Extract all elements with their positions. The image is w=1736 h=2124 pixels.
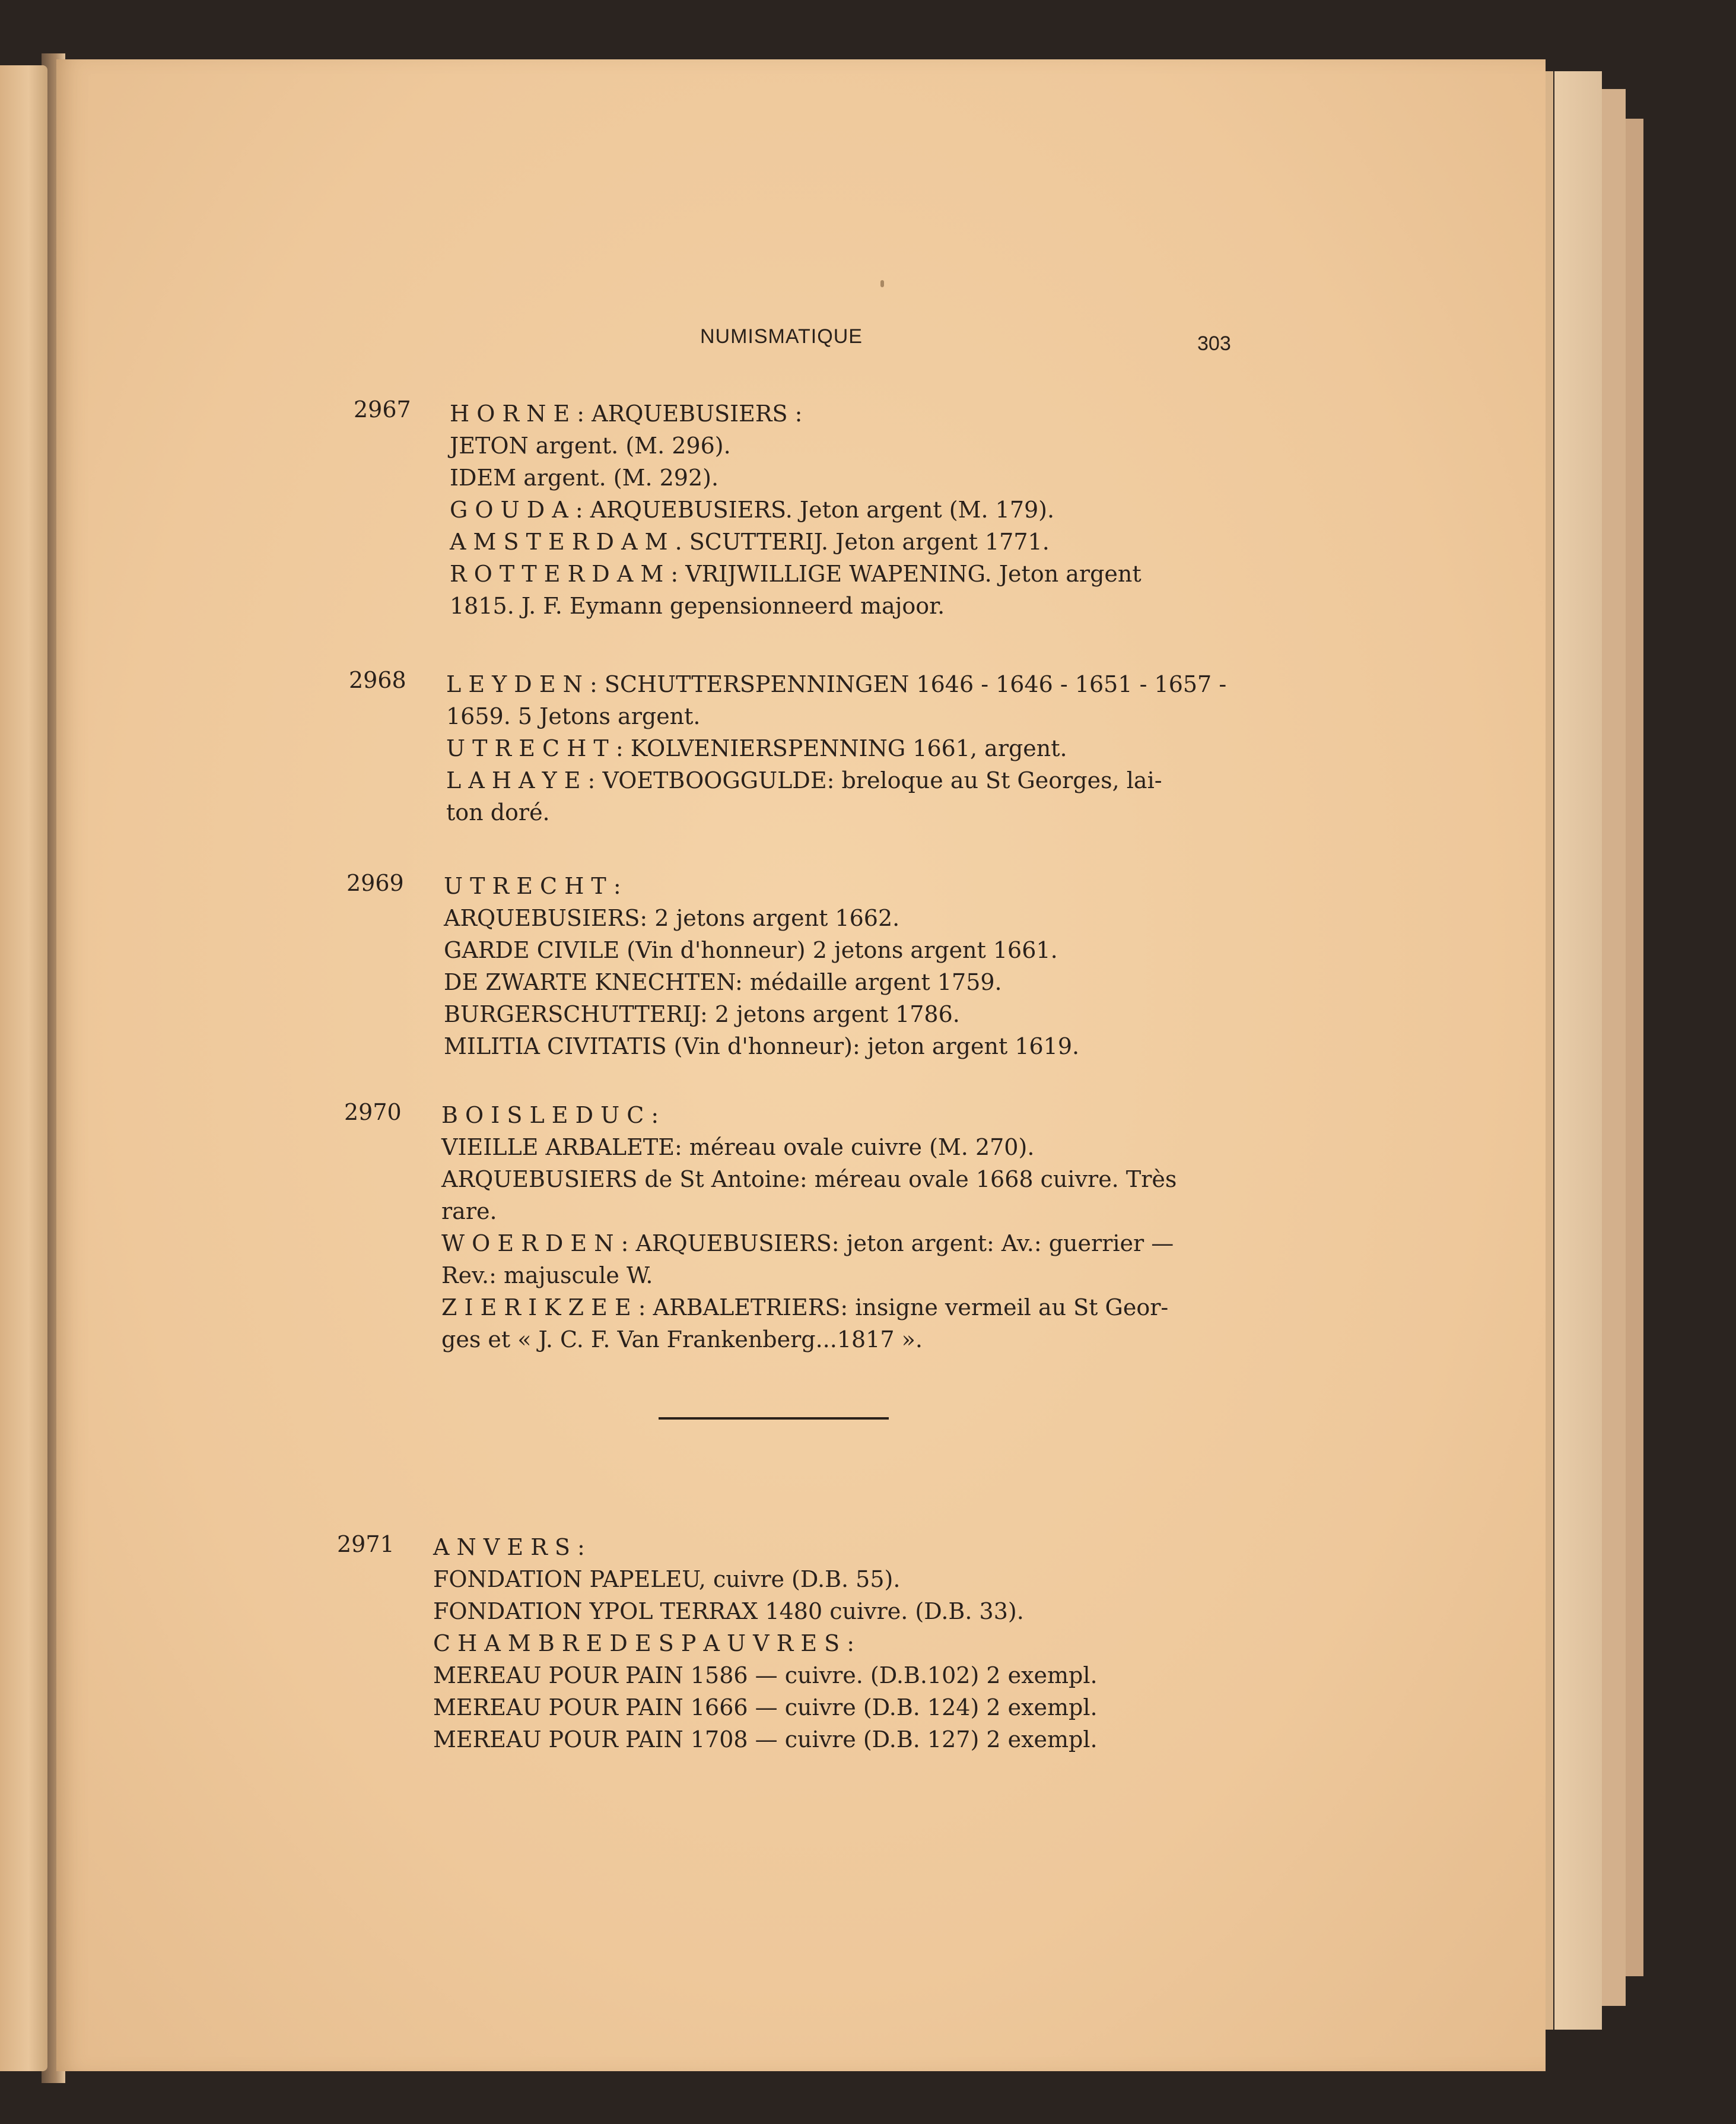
lot-line: 1815. J. F. Eymann gepensionneerd majoor. <box>450 593 945 619</box>
lot-line: L A H A Y E : VOETBOOGGULDE: breloque au St Georges, lai- <box>446 767 1162 793</box>
lot-entry <box>441 1099 1177 1355</box>
lot-line: FONDATION PAPELEU, cuivre (D.B. 55). <box>433 1566 901 1592</box>
lot-line: DE ZWARTE KNECHTEN: médaille argent 1759. <box>444 969 1002 995</box>
lot-line: MEREAU POUR PAIN 1666 — cuivre (D.B. 124) 2 exempl. <box>433 1694 1098 1720</box>
lot-line: VIEILLE ARBALETE: méreau ovale cuivre (M. 270). <box>441 1134 1035 1160</box>
lot-line: Rev.: majuscule W. <box>441 1262 653 1288</box>
lot-line: ton doré. <box>446 799 550 826</box>
cover-edge <box>1626 119 1643 1976</box>
lot-number: 2967 <box>354 396 411 423</box>
page-edge <box>1554 71 1602 2030</box>
lot-entry <box>446 668 1226 828</box>
lot-entry <box>444 870 1079 1062</box>
lot-line: 1659. 5 Jetons argent. <box>446 703 701 729</box>
lot-line: A M S T E R D A M . SCUTTERIJ. Jeton argent 1771. <box>450 529 1050 555</box>
lot-number: 2970 <box>344 1099 402 1125</box>
lot-number: 2971 <box>337 1531 395 1557</box>
lot-line: U T R E C H T : <box>444 873 621 899</box>
lot-entry <box>450 398 1142 622</box>
running-title: NUMISMATIQUE <box>700 325 863 348</box>
lot-entry <box>433 1531 1098 1755</box>
lot-line: Z I E R I K Z E E : ARBALETRIERS: insigne vermeil au St Geor- <box>441 1294 1169 1320</box>
lot-line: GARDE CIVILE (Vin d'honneur) 2 jetons argent 1661. <box>444 937 1058 963</box>
lot-line: C H A M B R E D E S P A U V R E S : <box>433 1630 855 1656</box>
section-divider <box>659 1417 889 1420</box>
lot-line: JETON argent. (M. 296). <box>450 433 731 459</box>
lot-line: H O R N E : ARQUEBUSIERS : <box>450 401 803 427</box>
lot-line: U T R E C H T : KOLVENIERSPENNING 1661, argent. <box>446 735 1067 761</box>
lot-line: R O T T E R D A M : VRIJWILLIGE WAPENING. Jeton argent <box>450 561 1142 587</box>
left-page-edge <box>0 65 47 2071</box>
lot-line: MILITIA CIVITATIS (Vin d'honneur): jeton argent 1619. <box>444 1033 1080 1059</box>
lot-line: IDEM argent. (M. 292). <box>450 465 719 491</box>
page-number: 303 <box>1197 332 1231 355</box>
lot-line: MEREAU POUR PAIN 1586 — cuivre. (D.B.102) 2 exempl. <box>433 1662 1098 1688</box>
lot-line: FONDATION YPOL TERRAX 1480 cuivre. (D.B. 33). <box>433 1598 1024 1624</box>
lot-line: rare. <box>441 1198 497 1224</box>
page <box>56 59 1546 2071</box>
lot-line: A N V E R S : <box>433 1534 585 1560</box>
lot-line: MEREAU POUR PAIN 1708 — cuivre (D.B. 127) 2 exempl. <box>433 1726 1098 1752</box>
lot-line: L E Y D E N : SCHUTTERSPENNINGEN 1646 - 1646 - 1651 - 1657 - <box>446 671 1227 697</box>
lot-line: ges et « J. C. F. Van Frankenberg...1817 ». <box>441 1326 923 1352</box>
page-edge <box>1602 89 1626 2006</box>
lot-line: ARQUEBUSIERS: 2 jetons argent 1662. <box>444 905 900 931</box>
lot-line: W O E R D E N : ARQUEBUSIERS: jeton argent: Av.: guerrier — <box>441 1230 1174 1256</box>
lot-number: 2968 <box>349 667 406 693</box>
paper-speck <box>880 280 884 287</box>
lot-line: B O I S L E D U C : <box>441 1102 659 1128</box>
lot-number: 2969 <box>346 870 404 896</box>
lot-line: BURGERSCHUTTERIJ: 2 jetons argent 1786. <box>444 1001 960 1027</box>
lot-line: ARQUEBUSIERS de St Antoine: méreau ovale 1668 cuivre. Très <box>441 1166 1177 1192</box>
lot-line: G O U D A : ARQUEBUSIERS. Jeton argent (M. 179). <box>450 497 1055 523</box>
